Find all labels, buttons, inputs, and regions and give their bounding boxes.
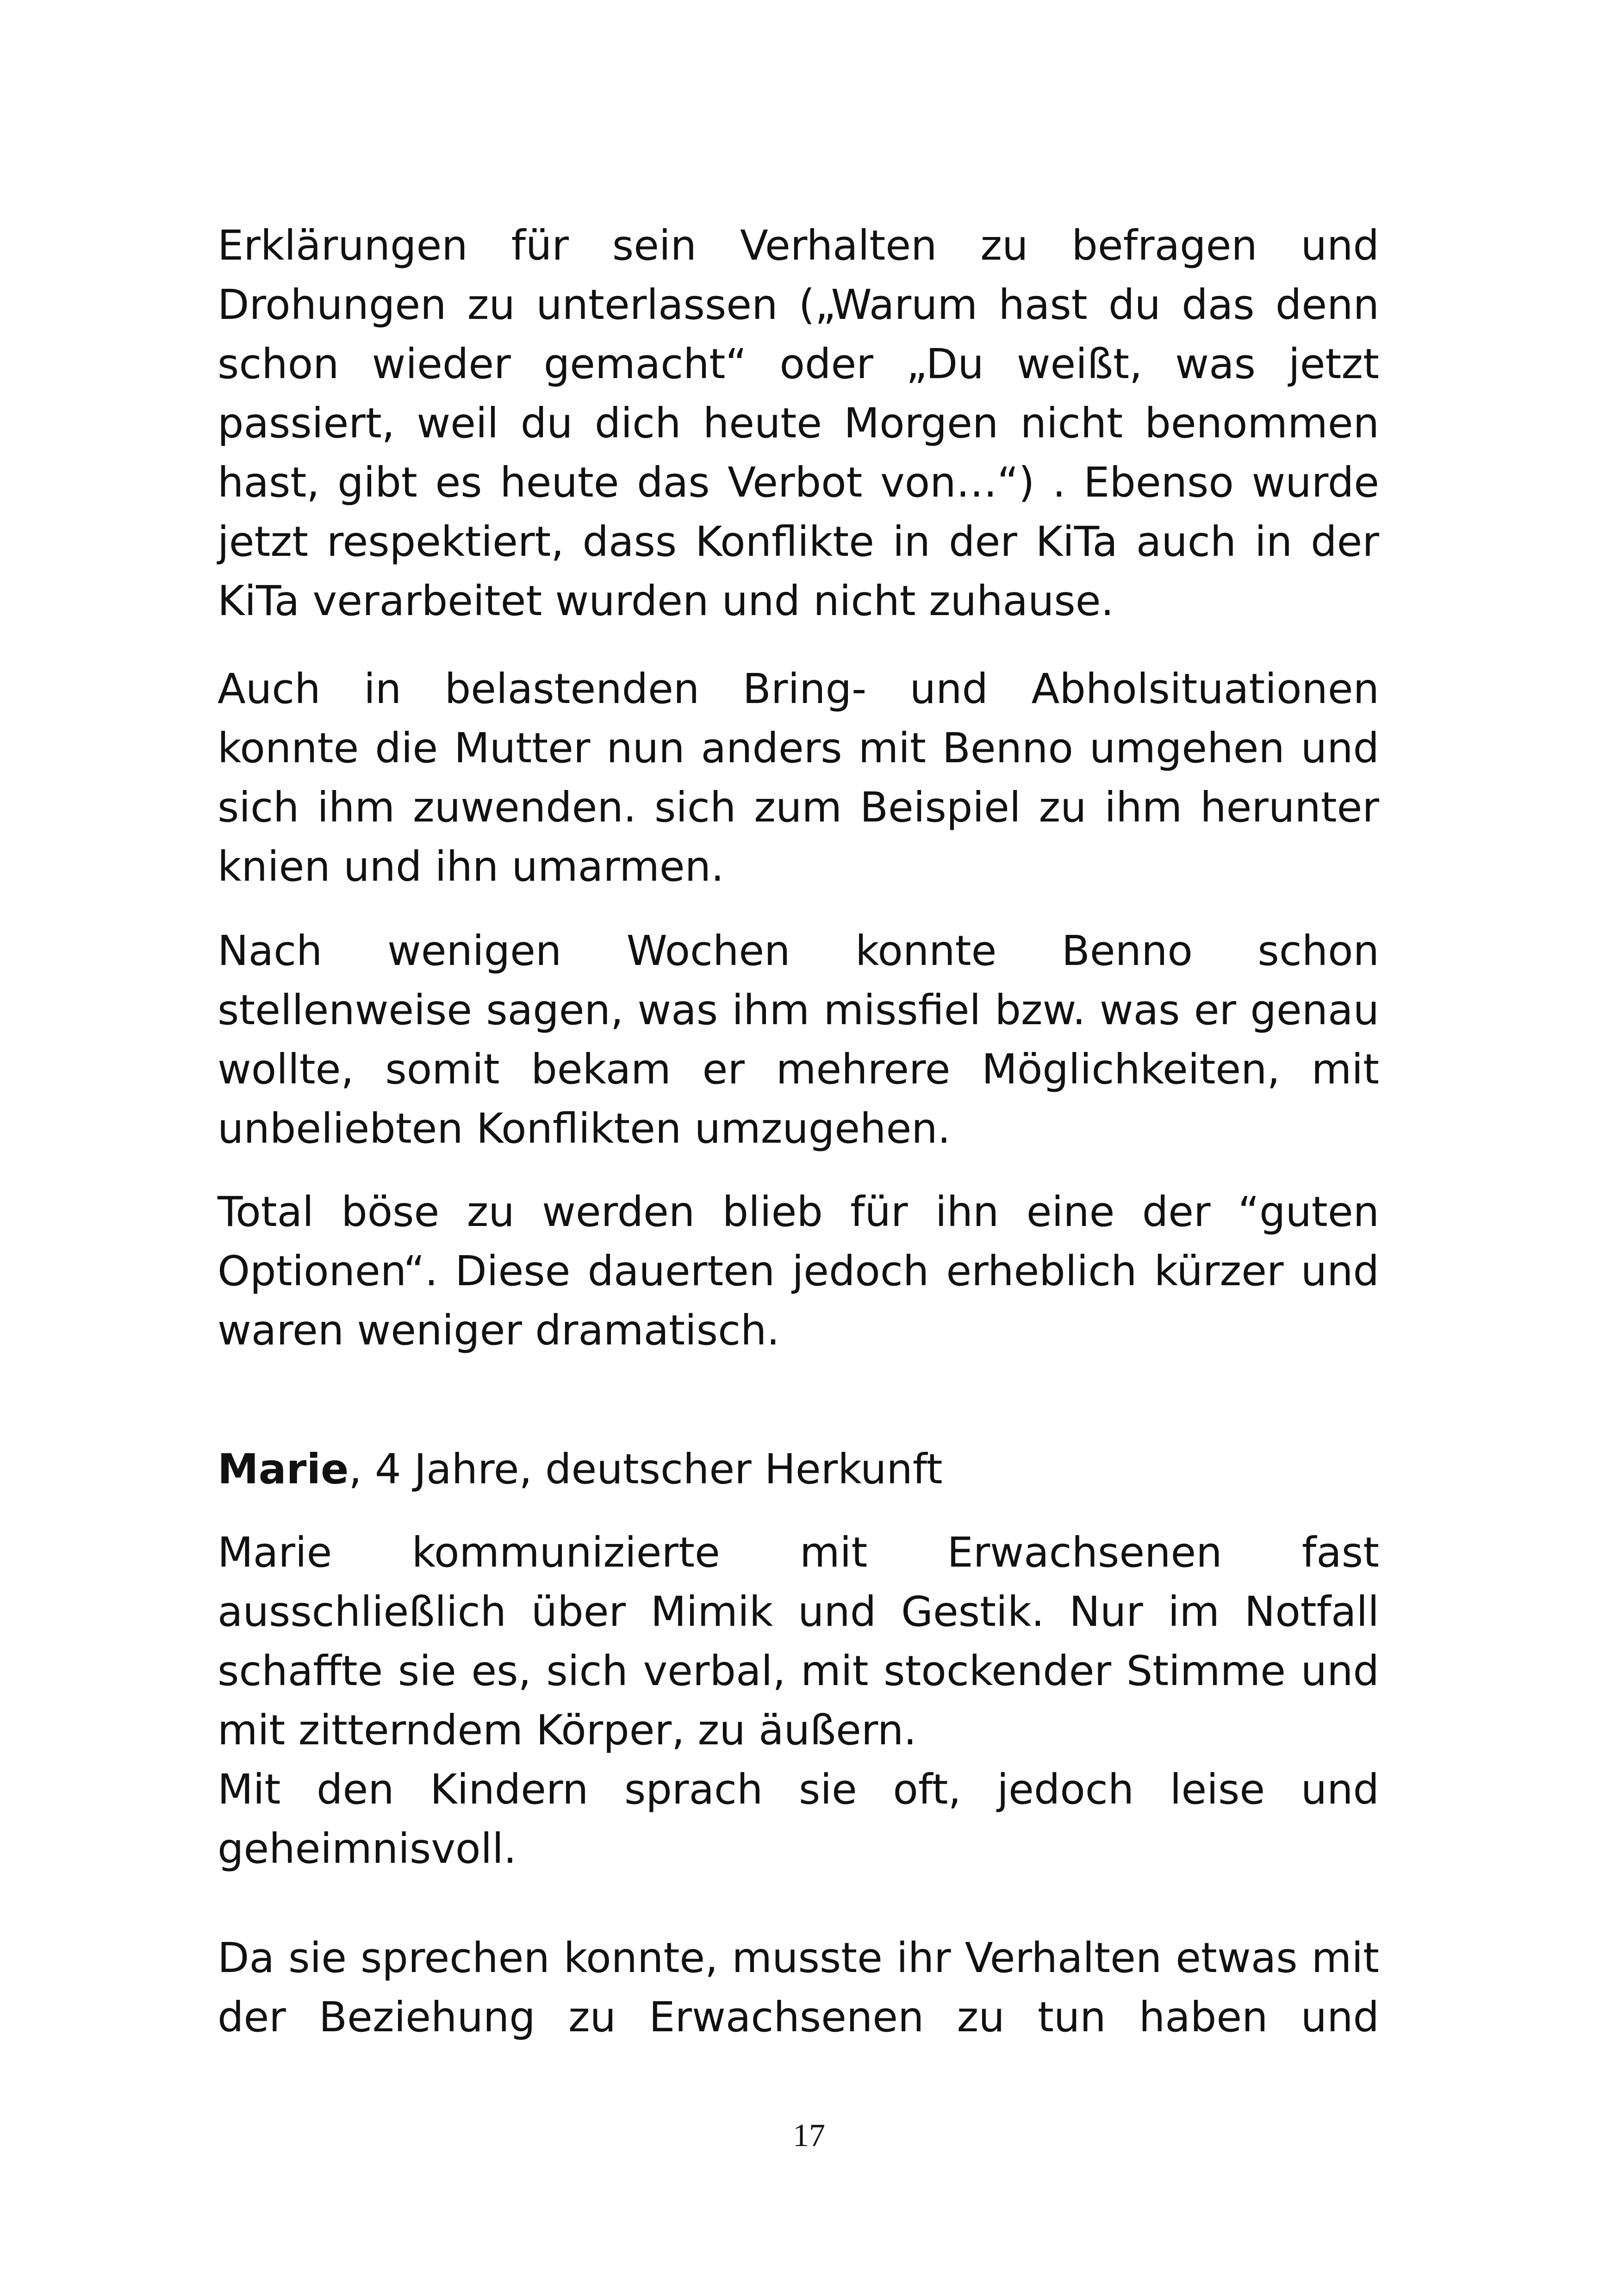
paragraph-bring-abhol — [218, 659, 1379, 896]
paragraph-text: Total böse zu werden blieb für ihn eine der “guten Optionen“. Diese dauerten jedoch erheblich kürzer und waren weniger dramatisch. — [218, 1188, 1379, 1354]
heading-name: Marie — [218, 1445, 349, 1493]
page-number: 17 — [793, 2118, 825, 2153]
paragraph-text: Mit den Kindern sprach sie oft, jedoch leise und geheimnisvoll. — [218, 1765, 1379, 1873]
paragraph-text: ausschließlich über Mimik und Gestik. Nur im Notfall schaffte sie es, sich verbal, mit stockender Stimme und mit zitterndem Körper, zu äußern. — [218, 1587, 1379, 1754]
paragraph-first-line: Marie kommunizierte mit Erwachsenen fast — [218, 1528, 1379, 1576]
paragraph-text: Da sie sprechen konnte, musste ihr Verhalten etwas mit der Beziehung zu Erwachsenen zu tun haben und — [218, 1934, 1379, 2041]
paragraph-erklaerungen — [218, 216, 1379, 630]
paragraph-text: Auch in belastenden Bring- und Abholsituationen konnte die Mutter nun anders mit Benno umgehen und sich ihm zuwenden. sich zum Beispiel zu ihm herunter knien und ihn umarmen. — [218, 665, 1379, 890]
section-heading — [218, 1439, 1379, 1499]
paragraph-text: Erklärungen für sein Verhalten zu befragen und Drohungen zu unterlassen („Warum hast du das denn schon wieder gemacht“ oder „Du weißt, was jetzt passiert, weil du dich heute Morgen nicht benommen hast, gibt es heute das Verbot von…“) . Ebenso wurde jetzt respektiert, dass Konflikte in der KiTa auch in der KiTa verarbeitet wurden und nicht zuhause. — [218, 221, 1379, 625]
paragraph-nach-wenigen-wochen — [218, 921, 1379, 1158]
paragraph-da-sie-sprechen — [218, 1928, 1379, 2047]
heading-details: , 4 Jahre, deutscher Herkunft — [348, 1445, 943, 1493]
paragraph-text: Nach wenigen Wochen konnte Benno schon stellenweise sagen, was ihm missfiel bzw. was er genau wollte, somit bekam er mehrere Möglichkeiten, mit unbeliebten Konflikten umzugehen. — [218, 927, 1379, 1152]
section-heading-marie — [218, 1439, 1379, 1499]
paragraph-total-boese — [218, 1182, 1379, 1360]
paragraph-marie-kommunizierte — [218, 1523, 1379, 1878]
